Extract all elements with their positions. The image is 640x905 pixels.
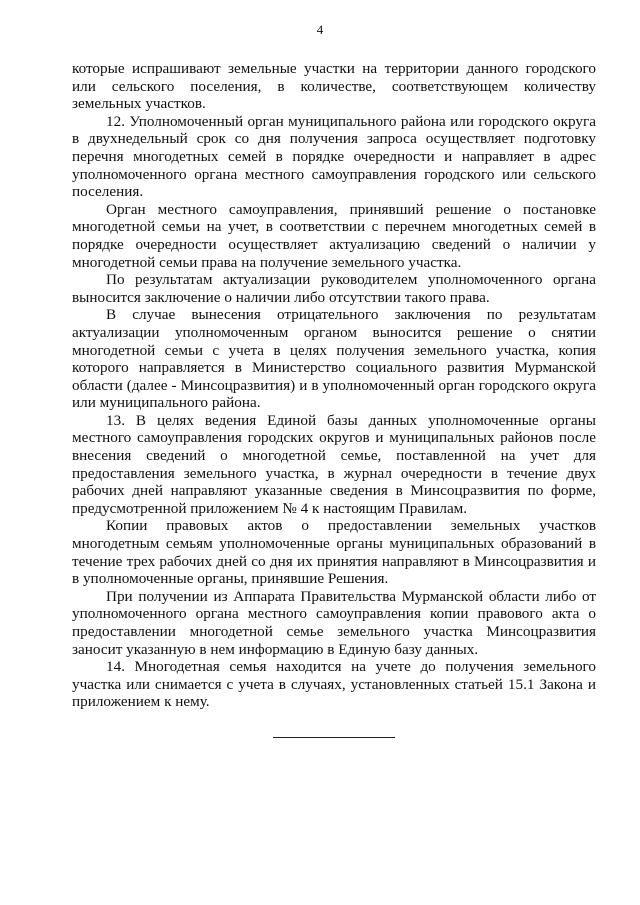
document-body — [72, 60, 596, 711]
paragraph-item-13: 13. В целях ведения Единой базы данных уполномоченные органы местного самоуправления городских округов и муниципальных районов после внесения сведений о многодетной семье, поставленной на учет для предоставления земельного участка, в журнал очередности в течение двух рабочих дней направляют указанные сведения в Минсоцразвития по форме, предусмотренной приложением № 4 к настоящим Правилам. — [72, 411, 596, 517]
paragraph-negative-conclusion: В случае вынесения отрицательного заключения по результатам актуализации уполномоченным органом выносится решение о снятии многодетной семьи с учета в целях получения земельного участка, копия которого направляется в Министерство социального развития Мурманской области (далее - Минсоцразвития) и в уполномоченный орган городского округа или муниципального района. — [72, 306, 596, 412]
page-number: 4 — [316, 22, 324, 37]
paragraph-legal-acts-copies: Копии правовых актов о предоставлении земельных участков многодетным семьям уполномоченные органы муниципальных образований в течение трех рабочих дней со дня их принятия направляют в Минсоцразвития и в уполномоченные органы, принявшие Решения. — [72, 517, 596, 588]
paragraph-item-14: 14. Многодетная семья находится на учете до получения земельного участка или снимается с учета в случаях, установленных статьей 15.1 Закона и приложением к нему. — [72, 658, 596, 711]
paragraph-actualization-result: По результатам актуализации руководителем уполномоченного органа выносится заключение о наличии либо отсутствии такого права. — [72, 271, 596, 306]
paragraph-database-entry: При получении из Аппарата Правительства Мурманской области либо от уполномоченного органа местного самоуправления копии правового акта о предоставлении многодетной семье земельного участка Минсоцразвития заносит указанную в нем информацию в Единую базу данных. — [72, 587, 596, 658]
paragraph-continuation: которые испрашивают земельные участки на территории данного городского или сельского поселения, в количестве, соответствующем количеству земельных участков. — [72, 60, 596, 113]
end-of-document-rule — [273, 737, 395, 738]
paragraph-item-12: 12. Уполномоченный орган муниципального района или городского округа в двухнедельный срок со дня получения запроса осуществляет подготовку перечня многодетных семей в порядке очередности и направляет в адрес уполномоченного органа местного самоуправления городского или сельского поселения. — [72, 112, 596, 201]
paragraph-local-authority-decision: Орган местного самоуправления, принявший решение о постановке многодетной семьи на учет, в соответствии с перечнем многодетных семей в порядке очередности осуществляет актуализацию сведений о наличии у многодетной семьи права на получение земельного участка. — [72, 200, 596, 271]
